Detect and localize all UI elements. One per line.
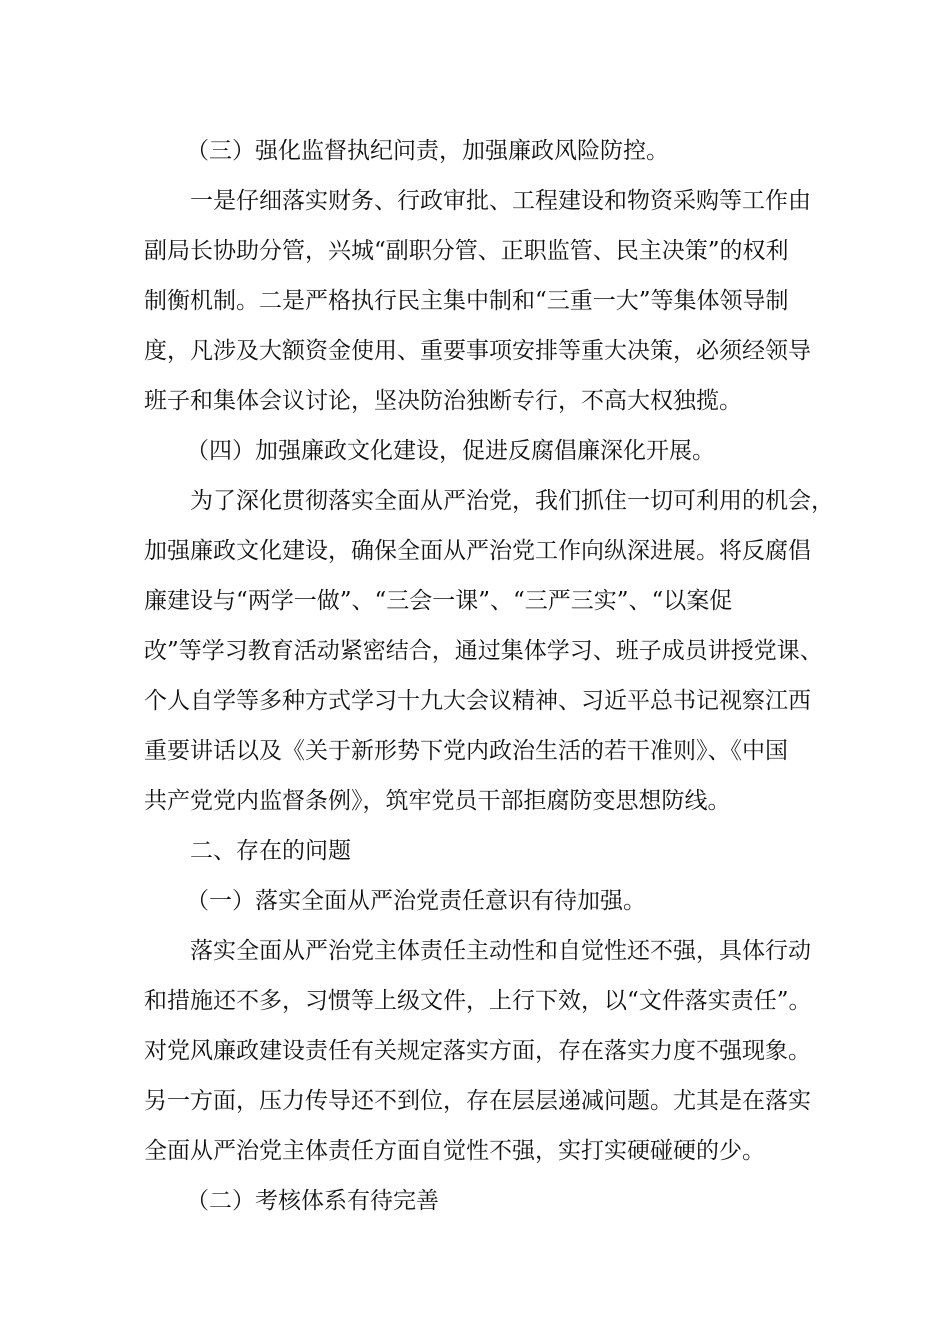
paragraph-line: 制衡机制。二是严格执行民主集中制和“三重一大”等集体领导制 xyxy=(144,288,789,314)
paragraph-line: 度，凡涉及大额资金使用、重要事项安排等重大决策，必须经领导 xyxy=(144,338,811,364)
paragraph-line: 共产党党内监督条例》，筑牢党员干部拒腐防变思想防线。 xyxy=(144,788,731,814)
paragraph-line: 加强廉政文化建设，确保全面从严治党工作向纵深进展。将反腐倡 xyxy=(144,538,811,564)
subsection-heading-1: （一）落实全面从严治党责任意识有待加强。 xyxy=(186,888,646,914)
subsection-heading-2: （二）考核体系有待完善 xyxy=(186,1188,439,1214)
paragraph-line: 落实全面从严治党主体责任主动性和自觉性还不强，具体行动 xyxy=(190,938,811,964)
paragraph-line: 重要讲话以及《关于新形势下党内政治生活的若干准则》、《中国 xyxy=(144,738,788,764)
section-heading-4: （四）加强廉政文化建设，促进反腐倡廉深化开展。 xyxy=(186,438,715,464)
paragraph-line: 副局长协助分管，兴城“副职分管、正职监管、民主决策”的权利 xyxy=(144,238,789,264)
paragraph-line: 对党风廉政建设责任有关规定落实方面，存在落实力度不强现象。 xyxy=(144,1038,811,1064)
paragraph-line: 一是仔细落实财务、行政审批、工程建设和物资采购等工作由 xyxy=(190,188,811,214)
paragraph-line: 改”等学习教育活动紧密结合，通过集体学习、班子成员讲授党课、 xyxy=(144,638,823,664)
paragraph-line: 和措施还不多，习惯等上级文件，上行下效，以“文件落实责任”。 xyxy=(144,988,812,1014)
paragraph-line: 为了深化贯彻落实全面从严治党，我们抓住一切可利用的机会， xyxy=(190,488,834,514)
section-heading-problems: 二、存在的问题 xyxy=(190,838,351,864)
paragraph-line: 全面从严治党主体责任方面自觉性不强，实打实硬碰硬的少。 xyxy=(144,1138,765,1164)
paragraph-line: 班子和集体会议讨论，坚决防治独断专行，不高大权独揽。 xyxy=(144,388,742,414)
paragraph-line: 另一方面，压力传导还不到位，存在层层递减问题。尤其是在落实 xyxy=(144,1088,811,1114)
section-heading-3: （三）强化监督执纪问责，加强廉政风险防控。 xyxy=(186,138,669,164)
paragraph-line: 廉建设与“两学一做”、“三会一课”、“三严三实”、“以案促 xyxy=(144,588,733,614)
paragraph-line: 个人自学等多种方式学习十九大会议精神、习近平总书记视察江西 xyxy=(144,688,811,714)
